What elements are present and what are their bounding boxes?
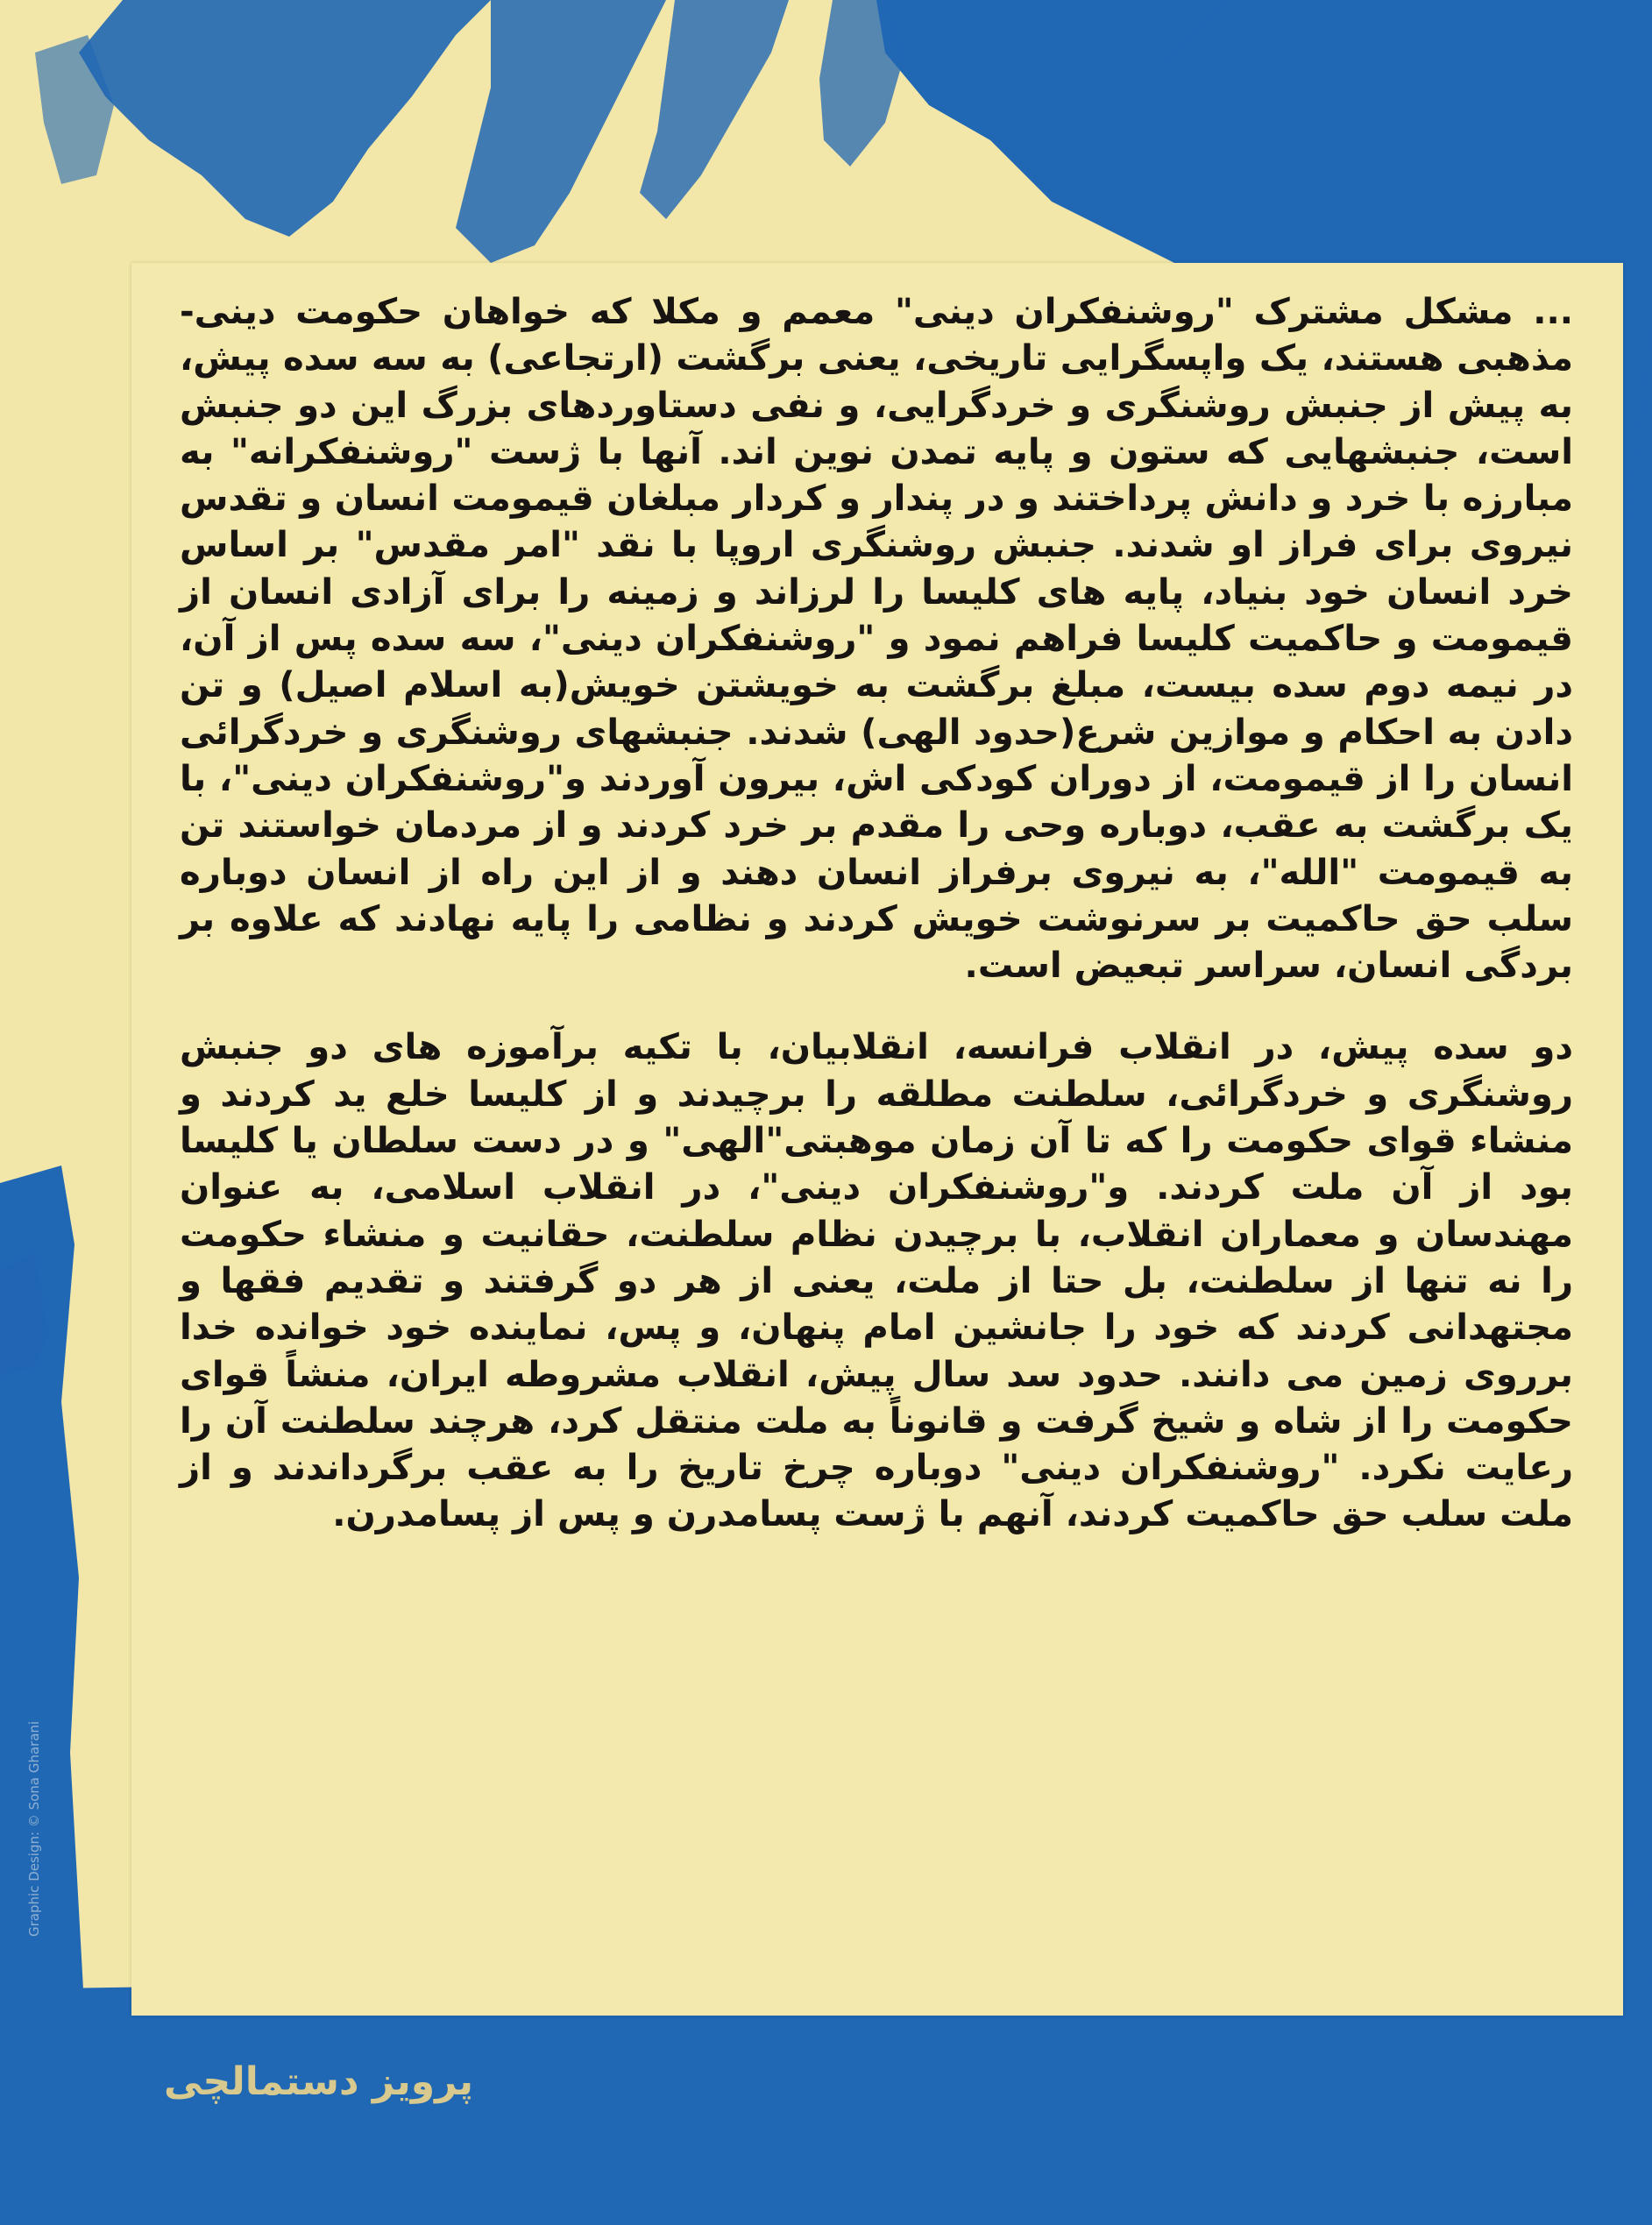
- paragraph-2: دو سده پیش، در انقلاب فرانسه، انقلابیان، با تکیه برآموزه های دو جنبش روشنگری و خردگرائی، سلطنت مطلقه را برچیدند و از کلیسا خلع ید کردند و منشاء قوای حکومت را که تا آن زمان موهبتی"الهی" و در دست سلطان یا کلیسا بود از آن ملت کردند. و"روشنفکران دینی"، در انقلاب اسلامی، به عنوان مهندسان و معماران انقلاب، با برچیدن نظام سلطنت، حقانیت و منشاء حکومت را نه تنها از سلطنت، بل حتا از ملت، یعنی از هر دو گرفتند و تقدیم فقها و مجتهدانی کردند که خود را جانشین امام پنهان، و پس، نماینده خود خوانده خدا برروی زمین می دانند. حدود سد سال پیش، انقلاب مشروطه ایران، منشاً قوای حکومت را از شاه و شیخ گرفت و قانوناً به ملت منتقل کرد، هرچند سلطنت آن را رعایت نکرد. "روشنفکران دینی" دوباره چرخ تاریخ را به عقب برگرداندند و از ملت سلب حق حاکمیت کردند، آنهم با ژست پسامدرن و پس از پسامدرن.: [180, 1027, 1573, 1535]
- paragraph-1: ... مشکل مشترک "روشنفکران دینی" معمم و مکلا که خواهان حکومت دینی- مذهبی هستند، یک واپسگرایی تاریخی، یعنی برگشت (ارتجاعی) به سه سده پیش، به پیش از جنبش روشنگری و خردگرایی، و نفی دستاوردهای بزرگ این دو جنبش است، جنبشهایی که ستون و پایه تمدن نوین اند. آنها با ژست "روشنفکرانه" به مبارزه با خرد و دانش پرداختند و در پندار و کردار مبلغان قیمومت انسان و تقدس نیروی برای فراز او شدند. جنبش روشنگری اروپا با نقد "امر مقدس" بر اساس خرد انسان خود بنیاد، پایه های کلیسا را لرزاند و زمینه را برای آزادی انسان از قیمومت و حاکمیت کلیسا فراهم نمود و "روشنفکران دینی"، سه سده پس از آن، در نیمه دوم سده بیست، مبلغ برگشت به خویشتن خویش(به اسلام اصیل) و تن دادن به احکام و موازین شرع(حدود الهی) شدند. جنبشهای روشنگری و خردگرائی انسان را از قیمومت، از دوران کودکی اش، بیرون آوردند و"روشنفکران دینی"، با یک برگشت به عقب، دوباره وحی را مقدم بر خرد کردند و از مردمان خواستند تن به قیمومت "الله"، به نیروی برفراز انسان دهند و از این راه از انسان دوباره سلب حق حاکمیت بر سرنوشت خویش کردند و نظامی را پایه نهادند که علاوه بر بردگی انسان، سراسر تبعیض است.: [180, 292, 1573, 987]
- author-name: پرویز دستمالچی: [163, 2059, 473, 2104]
- body-text: [180, 289, 1573, 1539]
- design-credit: Graphic Design: © Sona Gharani: [26, 1720, 42, 1937]
